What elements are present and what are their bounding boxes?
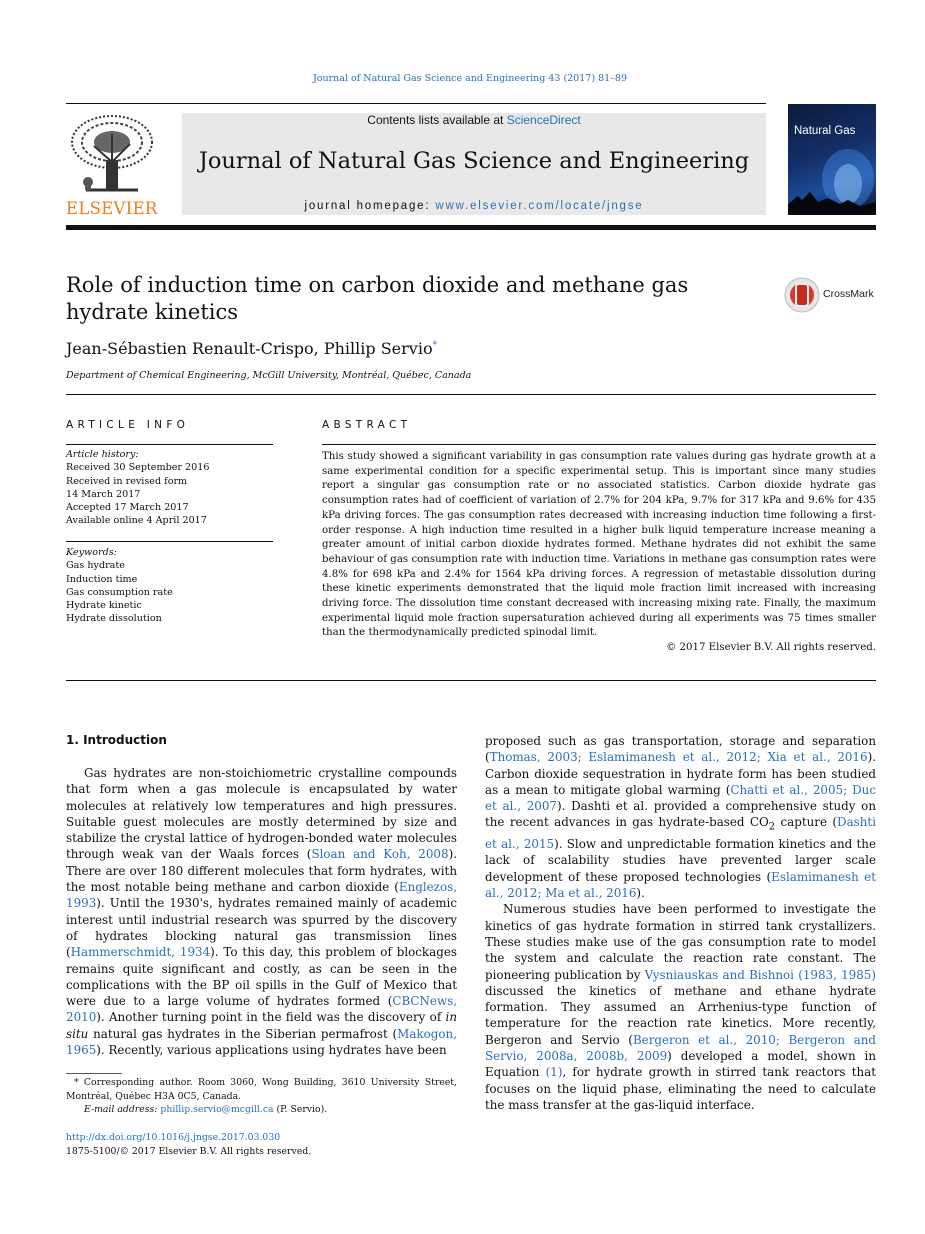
citation-link[interactable]: Bergeron et al., 2010; Bergeron and Servio, 2008a, 2008b, 2009 — [485, 1032, 876, 1064]
keywords-rule — [66, 541, 273, 542]
journal-cover[interactable] — [788, 104, 876, 215]
keyword-item: Gas consumption rate — [66, 586, 173, 598]
intro-paragraph-1 — [66, 765, 457, 1058]
italic-text: in situ — [66, 1010, 457, 1041]
body-text: capture ( — [775, 815, 838, 830]
footnote-rule — [66, 1073, 122, 1074]
email-note: E-mail address: phillip.servio@mcgill.ca (P. Servio). — [84, 1104, 328, 1115]
abstract-heading: ABSTRACT — [322, 419, 412, 431]
citation-link[interactable]: Eslamimanesh et al., 2012; Ma et al., 2016 — [485, 869, 876, 901]
keyword-item: Hydrate dissolution — [66, 613, 162, 625]
doi-link[interactable]: http://dx.doi.org/10.1016/j.jngse.2017.03.030 — [66, 1132, 281, 1143]
body-text: Numerous studies have been performed to investigate the kinetics of gas hydrate formation in stirred tank crystallizers. These studies make use of the gas consumption rate to model the system and calculate the reaction rate constant. The pioneering publication by — [485, 902, 876, 982]
body-text: ). Recently, various applications using hydrates have been — [96, 1043, 447, 1058]
contents-line: Contents lists available at ScienceDirect — [367, 113, 581, 127]
keywords — [66, 546, 276, 626]
history-item: Received 30 September 2016 — [66, 462, 210, 474]
section-heading-introduction: 1. Introduction — [66, 733, 167, 747]
keywords-label: Keywords: — [66, 547, 117, 558]
crossmark-label: CrossMark — [823, 288, 874, 300]
email-link[interactable]: phillip.servio@mcgill.ca — [160, 1104, 274, 1115]
body-text: ). Dashti et al. provided a comprehensive study on the recent advances in gas hydrate-based CO — [485, 799, 876, 830]
keyword-item: Gas hydrate — [66, 560, 125, 572]
history-label: Article history: — [66, 449, 139, 460]
cover-title: Natural Gas — [794, 125, 856, 137]
body-text: , for hydrate growth in stirred tank reactors that focuses on the liquid phase, eliminating the need to calculate the mass transfer at the gas-liquid interface. — [485, 1065, 876, 1112]
header-rule — [66, 103, 766, 104]
corresponding-author-mark[interactable]: * — [432, 340, 438, 351]
crossmark-badge[interactable] — [784, 277, 874, 317]
body-text: ). Carbon dioxide sequestration in hydrate form has been studied as a mean to mitigate global warming ( — [485, 750, 876, 797]
body-text: ). — [636, 886, 645, 901]
citation-link[interactable]: Vysniauskas and Bishnoi (1983, 1985) — [644, 967, 876, 982]
header-thick-rule — [66, 225, 876, 230]
intro-paragraph-2 — [485, 733, 876, 901]
crossmark-icon — [784, 277, 820, 313]
body-text: ). Slow and unpredictable formation kinetics and the lack of scalability studies have prevented larger scale development of these proposed technologies ( — [485, 837, 876, 884]
history-item: Available online 4 April 2017 — [66, 515, 207, 527]
issn-line: 1875-5100/© 2017 Elsevier B.V. All rights reserved. — [66, 1146, 312, 1157]
citation-link[interactable]: Chatti et al., 2005; Duc et al., 2007 — [485, 782, 876, 814]
body-text: ) developed a model, shown in Equation — [485, 1049, 876, 1080]
body-text: ). To this day, this problem of blockages remains quite significant and costly, as can be seen in the complications with the BP oil spills in the Gulf of Mexico that were due to a large volume of hydrates formed ( — [66, 945, 457, 1009]
citation-link[interactable]: Dashti et al., 2015 — [485, 815, 876, 852]
body-text: ). There are over 180 different molecules that form hydrates, with the most notable being methane and carbon dioxide ( — [66, 847, 457, 895]
authors: Jean-Sébastien Renault-Crispo, Phillip Servio* — [66, 339, 438, 358]
abstract-end-rule — [66, 680, 876, 681]
citation-link[interactable]: Englezos, 1993 — [66, 880, 457, 911]
article-history — [66, 448, 276, 528]
body-text: ). Until the 1930's, hydrates remained mainly of academic interest until industrial research was spurred by the discovery of hydrates blocking natural gas transmission lines ( — [66, 896, 457, 960]
abstract-text: This study showed a significant variability in gas consumption rate values during gas hydrate growth at a same experimental condition for a specific experimental setup. This is important since many studies report a singular gas consumption rate or no associated statistics. Carbon dioxide hydrate gas consumption rates had of coefficient of variation of 2.7% for 204 kPa, 9.7% for 317 kPa and 9.6% for 435 kPa driving forces. The gas consumption rates decreased with increasing induction time following a first-order response. A high induction time resulted in a higher bulk liquid temperature increase meaning a greater amount of initial carbon dioxide hydrates formed. Methane hydrates did not exhibit the same behaviour of gas consumption rate with induction time. Variations in methane gas consumption rates were 4.8% for 698 kPa and 2.4% for 1564 kPa driving forces. A regression of metastable dissolution during these kinetic experiments demonstrated that the liquid mole fraction limit increased with increasing driving force. The dissolution time constant decreased with increasing mixing rate. Finally, the maximum experimental liquid mole fraction supersaturation achieved during all experiments was 75 times smaller than the thermodynamically predicted spinodal limit. — [322, 451, 876, 639]
body-text: discussed the kinetics of methane and ethane hydrate formation. They assumed an Arrhenius-type function of temperature for the reaction rate kinetics. More recently, Bergeron and Servio ( — [485, 983, 876, 1047]
history-item: 14 March 2017 — [66, 488, 141, 500]
homepage-link[interactable]: www.elsevier.com/locate/jngse — [435, 200, 644, 212]
body-text: ). Another turning point in the field was the discovery of — [96, 1010, 446, 1025]
intro-paragraph-3 — [485, 901, 876, 1113]
body-text: proposed such as gas transportation, storage and separation ( — [485, 734, 876, 765]
article-title: Role of induction time on carbon dioxide and methane gas hydrate kinetics — [66, 273, 689, 324]
running-header[interactable]: Journal of Natural Gas Science and Engineering 43 (2017) 81–89 — [312, 73, 628, 84]
affiliation: Department of Chemical Engineering, McGill University, Montréal, Québec, Canada — [66, 370, 472, 381]
intro-column-left — [66, 765, 457, 1058]
elsevier-tree-logo — [66, 112, 160, 198]
article-info-heading: ARTICLE INFO — [66, 419, 190, 431]
keyword-item: Induction time — [66, 573, 138, 585]
subscript: 2 — [768, 821, 776, 833]
citation-link[interactable]: Makogon, 1965 — [66, 1026, 457, 1058]
corresponding-author-note: * Corresponding author. Room 3060, Wong Building, 3610 University Street, Montréal, Québec H3A 0C5, Canada. — [66, 1077, 457, 1102]
citation-link[interactable]: Thomas, 2003; Eslamimanesh et al., 2012; Xia et al., 2016 — [489, 750, 868, 765]
sciencedirect-link[interactable]: ScienceDirect — [506, 113, 581, 127]
citation-link[interactable]: CBCNews, 2010 — [66, 994, 457, 1025]
article-info-rule — [66, 444, 273, 445]
intro-column-right — [485, 733, 876, 1113]
history-item: Accepted 17 March 2017 — [66, 502, 189, 514]
section-rule — [66, 394, 876, 395]
footnote-corresponding — [66, 1076, 457, 1117]
journal-title: Journal of Natural Gas Science and Engineering — [198, 148, 750, 174]
body-text: Gas hydrates are non-stoichiometric crystalline compounds that form when a gas molecule is encapsulated by water molecules at relatively low temperatures and high pressures. Suitable guest molecules are mostly determined by size and stabilize the crystal lattice of hydrogen-bonded water molecules through weak van der Waals forces ( — [66, 766, 457, 862]
citation-link[interactable]: Hammerschmidt, 1934 — [70, 945, 211, 960]
homepage-line: journal homepage: www.elsevier.com/locate/jngse — [304, 200, 644, 212]
citation-link[interactable]: (1) — [545, 1065, 563, 1080]
keyword-item: Hydrate kinetic — [66, 600, 142, 612]
body-text: natural gas hydrates in the Siberian permafrost ( — [88, 1026, 398, 1041]
abstract-rule — [322, 444, 876, 445]
abstract-copyright: © 2017 Elsevier B.V. All rights reserved. — [666, 642, 876, 653]
history-item: Received in revised form — [66, 475, 188, 487]
elsevier-wordmark: ELSEVIER — [66, 199, 158, 218]
citation-link[interactable]: Sloan and Koh, 2008 — [311, 847, 449, 862]
